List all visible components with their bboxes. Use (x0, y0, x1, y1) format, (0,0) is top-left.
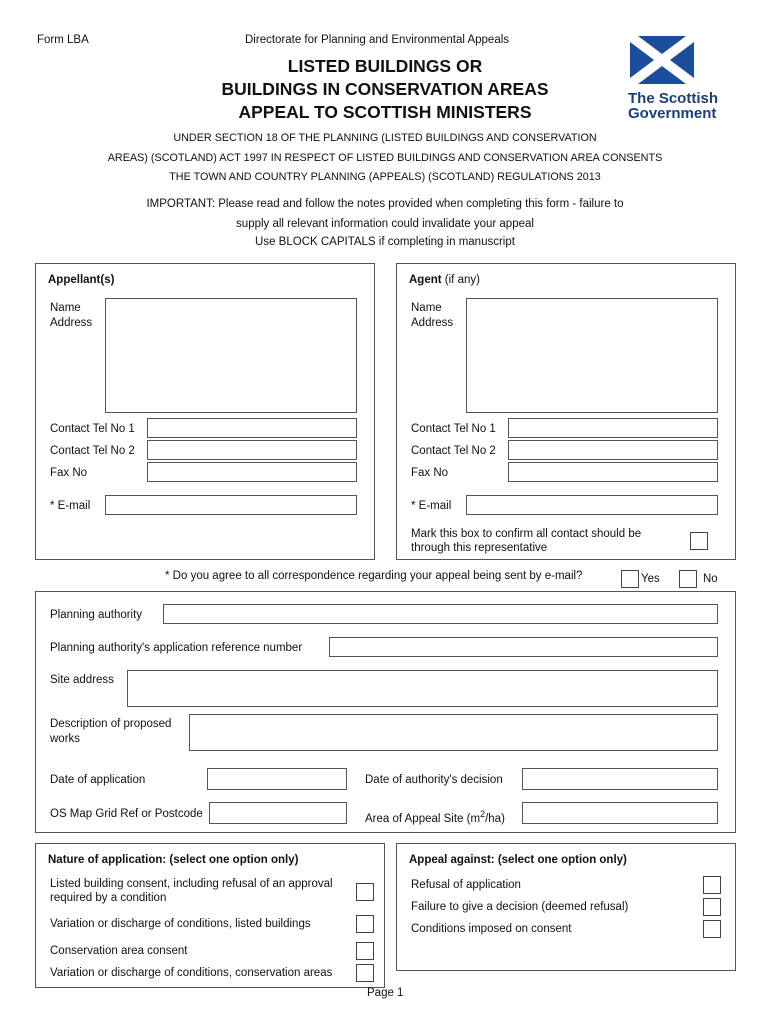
appeal-opt3-checkbox[interactable] (703, 920, 721, 938)
logo-line-2: Government (628, 105, 717, 122)
appellant-name-label: Name (50, 302, 81, 314)
appeal-opt2-checkbox[interactable] (703, 898, 721, 916)
nature-opt3-label: Conservation area consent (50, 945, 188, 957)
appellant-tel2-input[interactable] (147, 440, 357, 460)
email-consent-no-checkbox[interactable] (679, 570, 697, 588)
legal-line-1: UNDER SECTION 18 OF THE PLANNING (LISTED BUILDINGS AND CONSERVATION (173, 132, 597, 144)
area-label-suffix: /ha) (485, 812, 505, 825)
appeal-against-heading: Appeal against: (select one option only) (409, 854, 627, 866)
email-consent-yes-label: Yes (641, 573, 660, 585)
appellant-email-label: * E-mail (50, 500, 91, 512)
nature-opt2-label: Variation or discharge of conditions, listed buildings (50, 918, 311, 930)
agent-confirm-line-1: Mark this box to confirm all contact should be (411, 528, 642, 540)
agent-email-input[interactable] (466, 495, 718, 515)
agent-fax-input[interactable] (508, 462, 718, 482)
agent-name-address-input[interactable] (466, 298, 718, 413)
area-label (365, 807, 505, 827)
date-decision-label: Date of authority's decision (365, 774, 503, 786)
nature-opt1-line-2: required by a condition (50, 892, 167, 904)
nature-opt2-checkbox[interactable] (356, 915, 374, 933)
appellant-name-address-input[interactable] (105, 298, 357, 413)
agent-tel2-input[interactable] (508, 440, 718, 460)
appeal-opt3-label: Conditions imposed on consent (411, 923, 572, 935)
reference-input[interactable] (329, 637, 718, 657)
nature-opt4-checkbox[interactable] (356, 964, 374, 982)
os-grid-input[interactable] (209, 802, 347, 824)
area-label-sup: 2 (480, 809, 486, 819)
agent-heading-note: (if any) (444, 274, 480, 286)
legal-line-3: THE TOWN AND COUNTRY PLANNING (APPEALS) (SCOTLAND) REGULATIONS 2013 (169, 171, 601, 183)
legal-line-2: AREAS) (SCOTLAND) ACT 1997 IN RESPECT OF LISTED BUILDINGS AND CONSERVATION AREA CONSENTS (107, 152, 663, 164)
site-address-input[interactable] (127, 670, 718, 707)
date-application-input[interactable] (207, 768, 347, 790)
agent-tel1-input[interactable] (508, 418, 718, 438)
logo-line-1: The Scottish (628, 90, 719, 107)
agent-address-label: Address (411, 317, 454, 329)
nature-heading: Nature of application: (select one option only) (48, 854, 299, 866)
description-label-2: works (50, 733, 81, 745)
title-line-2: BUILDINGS IN CONSERVATION AREAS (221, 79, 549, 99)
title-line-3: APPEAL TO SCOTTISH MINISTERS (238, 102, 532, 122)
agent-tel1-label: Contact Tel No 1 (411, 423, 496, 435)
title-line-1: LISTED BUILDINGS OR (287, 56, 483, 76)
nature-opt1-line-1: Listed building consent, including refusal of an approval (50, 878, 333, 890)
appellant-tel1-label: Contact Tel No 1 (50, 423, 135, 435)
agent-confirm-checkbox[interactable] (690, 532, 708, 550)
appellant-heading: Appellant(s) (48, 274, 115, 286)
area-input[interactable] (522, 802, 718, 824)
nature-opt1-checkbox[interactable] (356, 883, 374, 901)
email-consent-no-label: No (703, 573, 718, 585)
agent-fax-label: Fax No (411, 467, 449, 479)
date-application-label: Date of application (50, 774, 146, 786)
os-grid-label: OS Map Grid Ref or Postcode (50, 808, 203, 820)
appellant-tel1-input[interactable] (147, 418, 357, 438)
nature-opt3-checkbox[interactable] (356, 942, 374, 960)
agent-email-label: * E-mail (411, 500, 452, 512)
description-input[interactable] (189, 714, 718, 751)
appeal-opt1-checkbox[interactable] (703, 876, 721, 894)
agent-confirm-line-2: through this representative (411, 542, 548, 554)
appellant-email-input[interactable] (105, 495, 357, 515)
important-line-3: Use BLOCK CAPITALS if completing in manuscript (255, 236, 515, 248)
directorate: Directorate for Planning and Environmental Appeals (245, 34, 510, 46)
form-id: Form LBA (37, 34, 89, 46)
date-decision-input[interactable] (522, 768, 718, 790)
important-line-2: supply all relevant information could invalidate your appeal (236, 218, 534, 230)
nature-opt4-label: Variation or discharge of conditions, conservation areas (50, 967, 333, 979)
email-consent-yes-checkbox[interactable] (621, 570, 639, 588)
planning-authority-label: Planning authority (50, 609, 143, 621)
important-line-1: IMPORTANT: Please read and follow the notes provided when completing this form - failure to (146, 198, 624, 210)
appellant-fax-input[interactable] (147, 462, 357, 482)
agent-tel2-label: Contact Tel No 2 (411, 445, 496, 457)
reference-label: Planning authority's application reference number (50, 642, 303, 654)
agent-name-label: Name (411, 302, 442, 314)
appellant-address-label: Address (50, 317, 93, 329)
area-label-prefix: Area of Appeal Site (m (365, 812, 481, 825)
site-panel (35, 591, 736, 833)
appeal-opt2-label: Failure to give a decision (deemed refusal) (411, 901, 629, 913)
description-label-1: Description of proposed (50, 718, 172, 730)
appeal-opt1-label: Refusal of application (411, 879, 521, 891)
appellant-fax-label: Fax No (50, 467, 88, 479)
planning-authority-input[interactable] (163, 604, 718, 624)
agent-heading-row (409, 273, 480, 288)
site-address-label: Site address (50, 674, 114, 686)
page-number: Page 1 (367, 987, 404, 999)
appellant-tel2-label: Contact Tel No 2 (50, 445, 135, 457)
email-consent-question: * Do you agree to all correspondence regarding your appeal being sent by e-mail? (165, 570, 583, 582)
agent-heading: Agent (409, 274, 442, 286)
